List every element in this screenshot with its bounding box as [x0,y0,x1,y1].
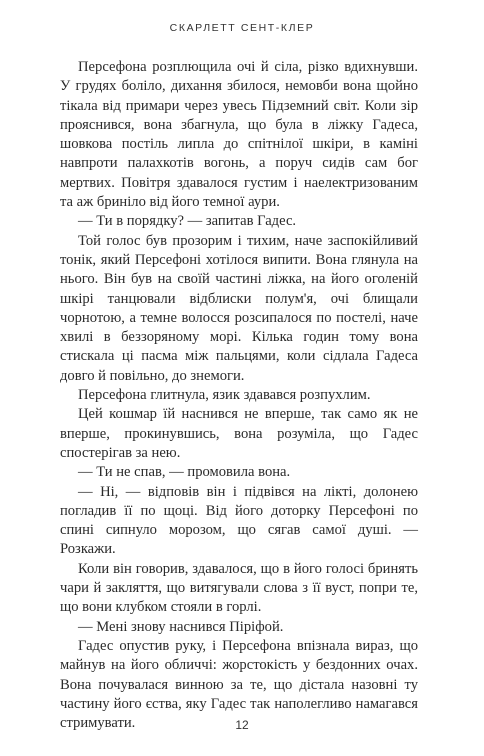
paragraph: — Ти не спав, — промовила вона. [78,464,291,481]
paragraph: — Ні, — відповів він і підвівся на лікті, долонею погладив її по щоці. Від його доторку Персефоні по спині сипнуло морозом, що сягав самої душі. — Розкажи. [60,483,418,558]
paragraph: — Мені знову наснився Піріфой. [78,618,284,635]
paragraph: Цей кошмар їй наснився не вперше, так само як не вперше, прокинувшись, вона розуміла, що Гадес спостерігав за нею. [60,406,418,461]
page-number: 12 [235,718,249,732]
paragraph: Персефона розплющила очі й сіла, різко вдихнувши. У грудях боліло, дихання збилося, немовби вона щойно тікала від примари через увесь Підземний світ. Коли зір прояснився, вона збагнула, що була в ліжку Гадеса, шовкова постіль липла до спітнілої шкіри, в каміні навпроти палахкотів вогонь, а поруч сидів сам бог мертвих. Повітря здавалося густим і наелектризованим та аж бриніло від його темної аури. [60,59,418,211]
paragraph: Той голос був прозорим і тихим, наче заспокійливий тонік, який Персефоні хотілося випити. Вона глянула на нього. Він був на своїй частині ліжка, на його оголеній шкірі танцювали відблиски полум'я, очі блищали чорнотою, а темне волосся розсипалося по постелі, наче хвилі в беззоряному морі. Кілька годин тому вона стискала ці пасма між пальцями, коли сідлала Гадеса довго й повільно, до знемоги. [60,232,418,384]
body-text [60,58,418,733]
running-header: СКАРЛЕТТ СЕНТ-КЛЕР [169,22,315,34]
paragraph: — Ти в порядку? — запитав Гадес. [78,213,297,230]
paragraph: Коли він говорив, здавалося, що в його голосі бринять чари й закляття, що витягували слова з її вуст, попри те, що вони клубком стояли в горлі. [60,560,418,616]
paragraph: Персефона глитнула, язик здавався розпухлим. [78,387,371,404]
paragraph: Гадес опустив руку, і Персефона впізнала вираз, що майнув на його обличчі: жорстокість у бездонних очах. Вона почувалася винною за те, що дістала назовні ту частину його єства, яку Гадес так наполегливо намагався стримувати. [60,637,418,732]
